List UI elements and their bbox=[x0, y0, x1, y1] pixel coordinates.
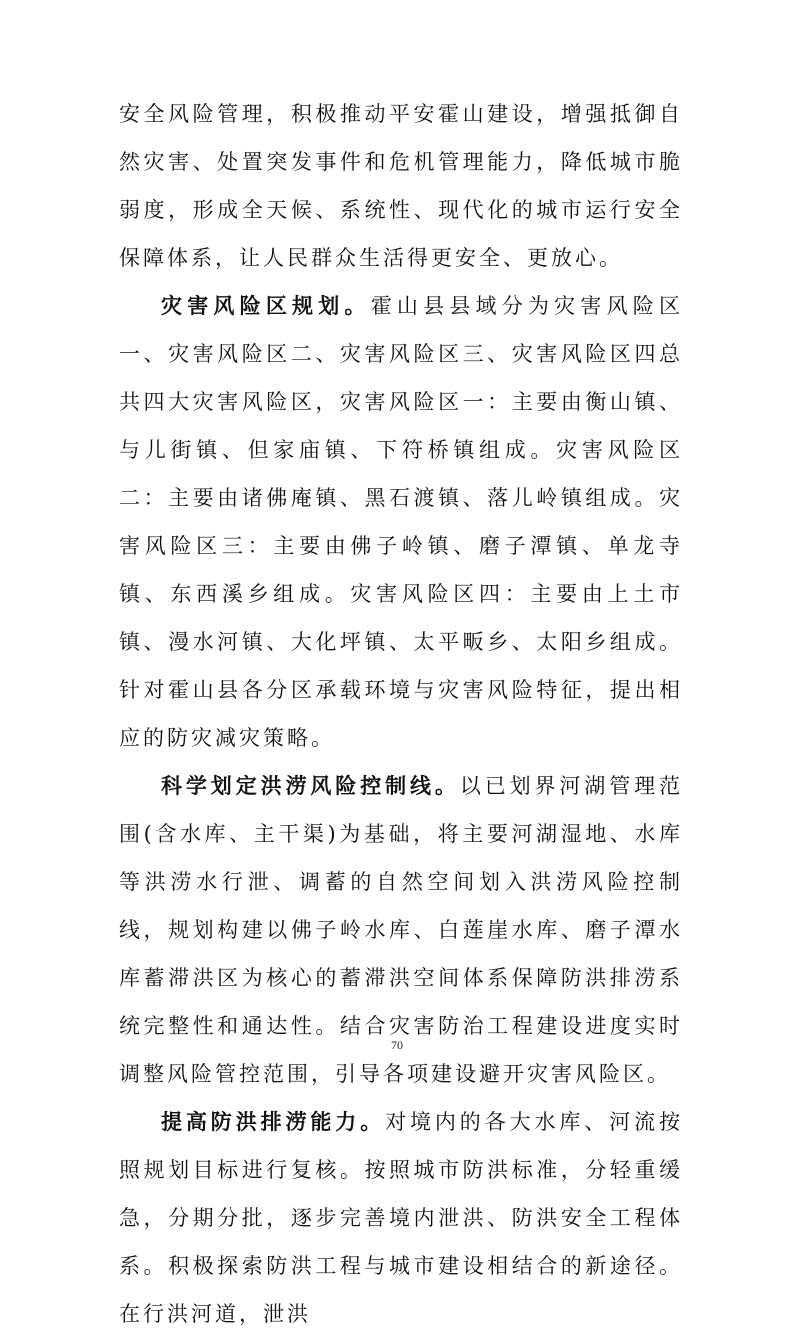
paragraph-heading: 灾害风险区规划。 bbox=[161, 293, 371, 318]
page-number: 70 bbox=[391, 1038, 403, 1052]
paragraph-safety-management bbox=[119, 90, 683, 282]
body-text bbox=[119, 90, 683, 1338]
paragraph-disaster-risk-zones bbox=[119, 282, 683, 762]
paragraph-text: 安全风险管理，积极推动平安霍山建设，增强抵御自然灾害、处置突发事件和危机管理能力，降低城市脆弱度，形成全天候、系统性、现代化的城市运行安全保障体系，让人民群众生活得更安全、更放心。 bbox=[119, 102, 683, 270]
paragraph-text: 霍山县县域分为灾害风险区一、灾害风险区二、灾害风险区三、灾害风险区四总共四大灾害风险区，灾害风险区一：主要由衡山镇、与儿街镇、但家庙镇、下符桥镇组成。灾害风险区二：主要由诸佛庵镇、黑石渡镇、落儿岭镇组成。灾害风险区三：主要由佛子岭镇、磨子潭镇、单龙寺镇、东西溪乡组成。灾害风险区四：主要由上土市镇、漫水河镇、大化坪镇、太平畈乡、太阳乡组成。针对霍山县各分区承载环境与灾害风险特征，提出相应的防灾减灾策略。 bbox=[119, 294, 684, 750]
paragraph-text: 以已划界河湖管理范围(含水库、主干渠)为基础，将主要河湖湿地、水库等洪涝水行泄、调蓄的自然空间划入洪涝风险控制线，规划构建以佛子岭水库、白莲崖水库、磨子潭水库蓄滞洪区为核心的蓄滞洪空间体系保障防洪排涝系统完整性和通达性。结合灾害防治工程建设进度实时调整风险管控范围，引导各项建设避开灾害风险区。 bbox=[119, 774, 684, 1086]
paragraph-text: 对境内的各大水库、河流按照规划目标进行复核。按照城市防洪标准，分轻重缓急，分期分批，逐步完善境内泄洪、防洪安全工程体系。积极探索防洪工程与城市建设相结合的新途径。在行洪河道，泄洪 bbox=[119, 1110, 684, 1326]
paragraph-heading: 提高防洪排涝能力。 bbox=[161, 1109, 386, 1134]
paragraph-heading: 科学划定洪涝风险控制线。 bbox=[161, 773, 460, 798]
paragraph-flood-drainage-capacity bbox=[119, 1098, 683, 1338]
